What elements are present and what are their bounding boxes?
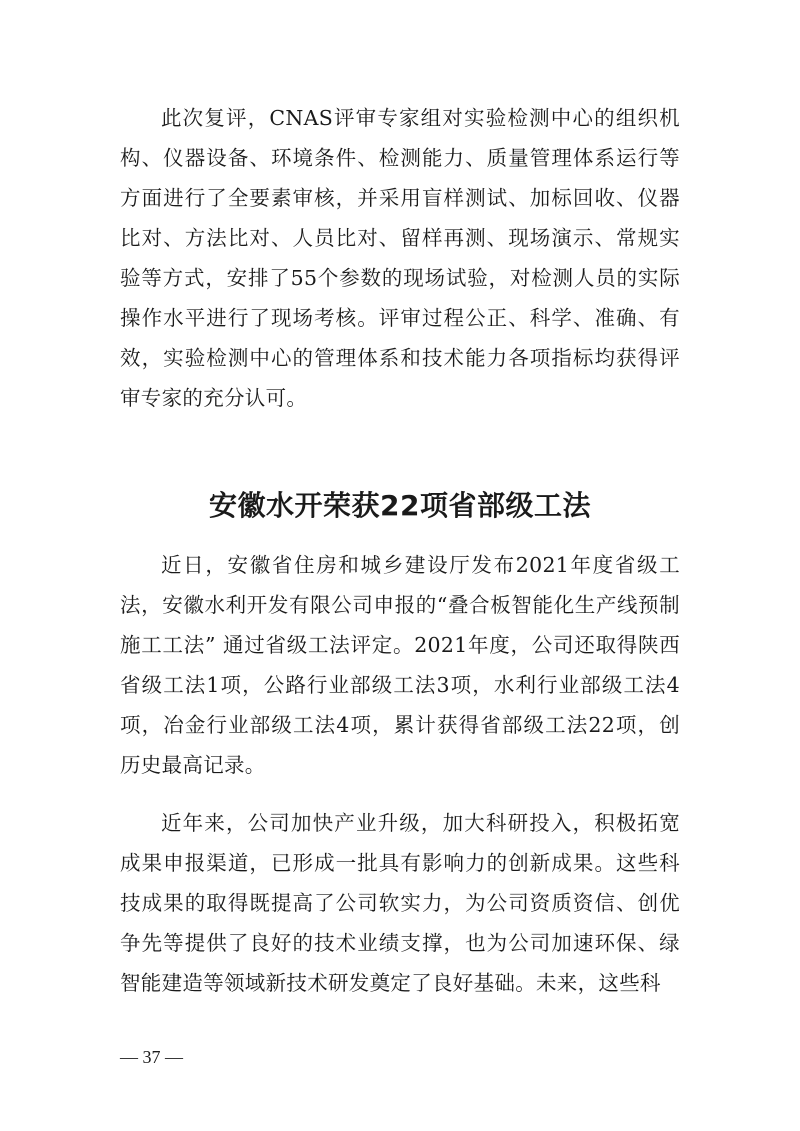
article-paragraph-2: 近年来，公司加快产业升级，加大科研投入，积极拓宽成果申报渠道，已形成一批具有影响力的创新成果。这些科技成果的取得既提高了公司软实力，为公司资质资信、创优争先等提供了良好的技术业绩支撑，也为公司加速环保、绿智能建造等领域新技术研发奠定了良好基础。未来，这些科 — [120, 811, 680, 995]
article-title: 安徽水开荣获22项省部级工法 — [209, 489, 591, 522]
page-number: — 37 — — [120, 1047, 183, 1067]
review-paragraph: 此次复评，CNAS评审专家组对实验检测中心的组织机构、仪器设备、环境条件、检测能力、质量管理体系运行等方面进行了全要素审核，并采用盲样测试、加标回收、仪器比对、方法比对、人员比对、留样再测、现场演示、常规实验等方式，安排了55个参数的现场试验，对检测人员的实际操作水平进行了现场考核。评审过程公正、科学、准确、有效，实验检测中心的管理体系和技术能力各项指标均获得评审专家的充分认可。 — [120, 106, 680, 410]
article-paragraph-1: 近日，安徽省住房和城乡建设厅发布2021年度省级工法，安徽水利开发有限公司申报的“叠合板智能化生产线预制施工工法” 通过省级工法评定。2021年度，公司还取得陕西省级工法1项，公路行业部级工法3项，水利行业部级工法4项，冶金行业部级工法4项，累计获得省部级工法22项，创历史最高记录。 — [120, 553, 680, 777]
